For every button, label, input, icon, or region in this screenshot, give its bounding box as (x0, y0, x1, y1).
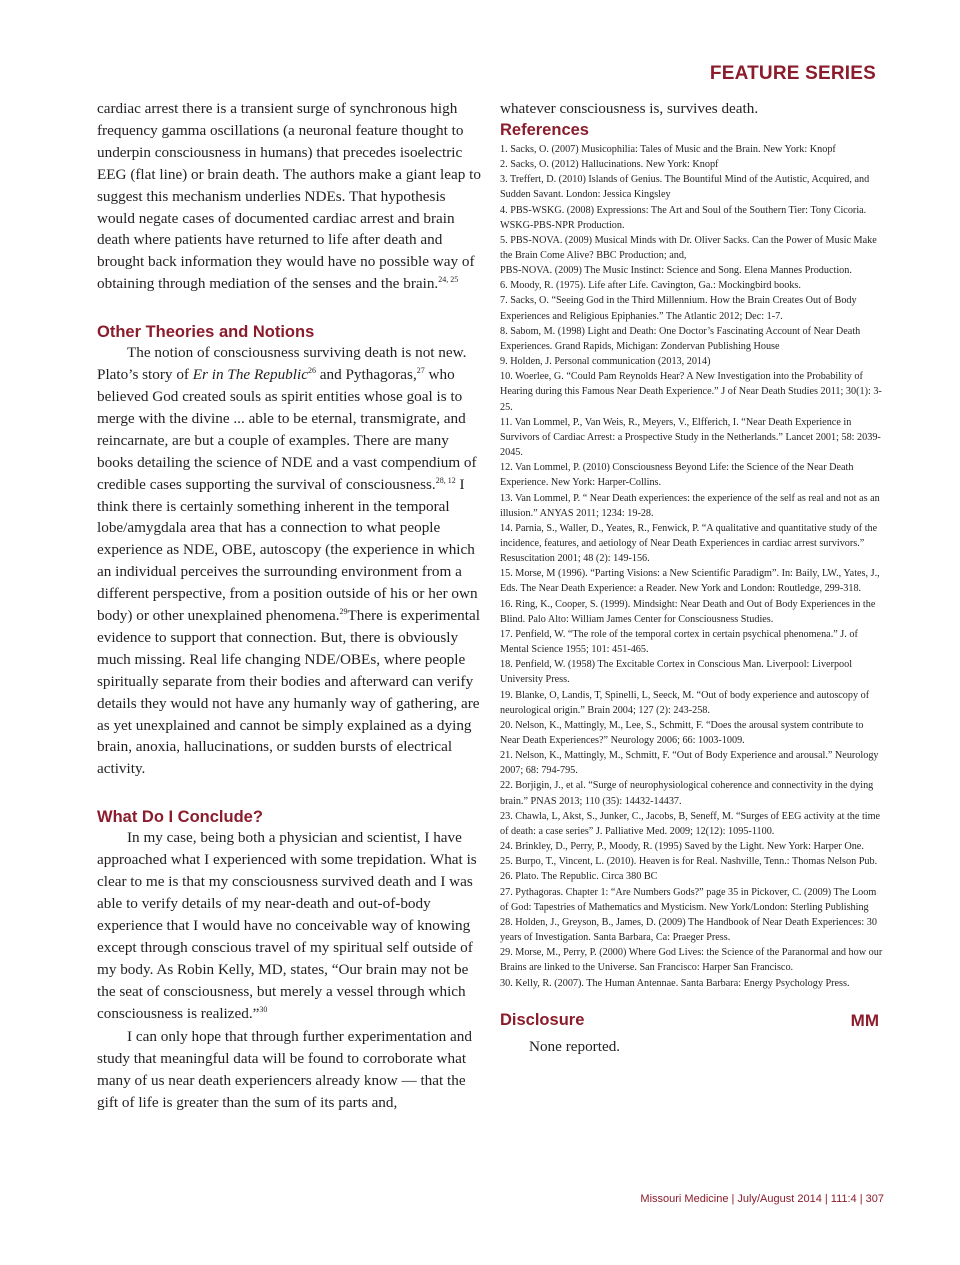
heading-what-do-i-conclude: What Do I Conclude? (97, 808, 263, 827)
reference-item: 28. Holden, J., Greyson, B., James, D. (2009) The Handbook of Near Death Experiences: 30 years of Investigation. Santa Barbara, Ca: Praeger Press. (500, 916, 877, 944)
reference-item: 5. PBS-NOVA. (2009) Musical Minds with Dr. Oliver Sacks. Can the Power of Music Make the Brain Come Alive? BBC Production; and, (500, 234, 877, 261)
reference-item: 6. Moody, R. (1975). Life after Life. Cavington, Ga.: Mockingbird books. (500, 280, 801, 292)
paragraph-text: I think there is certainly something inherent in the temporal lobe/amygdala area that has a connection to what people experience as NDE, OBE, autoscopy (the experience in which an individual perceives the surrounding environment from a different perspective, from a position outside of his or her own body) or other unexplained phenomena. (97, 475, 478, 625)
paragraph-text: There is experimental evidence to support that connection. But, there is obviously much missing. Real life changing NDE/OBEs, where people spiritually separate from their bodies and afterward can verify details they would not have any humanly way of gathering, are as yet unexplained and cannot be simply explained as a dying brain, anoxia, hallucinations, or sudden bursts of electrical activity. (97, 607, 480, 778)
paragraph-text: The notion of consciousness surviving death is not new. Plato’s story of (97, 344, 467, 384)
reference-item: 15. Morse, M (1996). “Parting Visions: a New Scientific Paradigm”. In: Baily, LW., Yates, J., Eds. The Near Death Experience: a Reader. New York and London: Routledge, 299-318. (500, 568, 880, 595)
reference-item: 22. Borjigin, J., et al. “Surge of neurophysiological coherence and connectivity in the dying brain.” PNAS 2013; 110 (35): 14432-14437. (500, 780, 874, 807)
paragraph-text: and Pythagoras, (315, 366, 417, 384)
body-paragraph-conclude (97, 827, 485, 1024)
heading-other-theories: Other Theories and Notions (97, 323, 315, 342)
citation-superscript: 24, 25 (438, 275, 459, 285)
feature-series-heading: FEATURE SERIES (709, 63, 876, 84)
reference-item: 8. Sabom, M. (1998) Light and Death: One Doctor’s Fascinating Account of Near Death Experiences. Grand Rapids, Michigan: Zondervan Publishing House (500, 325, 861, 352)
disclosure-row (500, 1011, 885, 1035)
reference-item: 30. Kelly, R. (2007). The Human Antennae. Santa Barbara: Energy Psychology Press. (500, 977, 850, 989)
page-footer: Missouri Medicine | July/August 2014 | 111:4 | 307 (640, 1193, 884, 1205)
reference-item: 26. Plato. The Republic. Circa 380 BC (500, 871, 658, 883)
reference-item: 25. Burpo, T., Vincent, L. (2010). Heaven is for Real. Nashville, Tenn.: Thomas Nelson Pub. (500, 856, 878, 868)
reference-item: 29. Morse, M., Perry, P. (2000) Where God Lives: the Science of the Paranormal and how our Brains are linked to the Universe. San Francisco: Harper San Francisco. (500, 947, 883, 974)
citation-superscript: 30 (259, 1004, 268, 1014)
paragraph-text: who believed God created souls as spirit entities whose goal is to merge with the divine ... able to be eternal, transmigrate, and reincarnate, are but a couple of examples. There are many books detailing the science of NDE and a vast compendium of credible cases supporting the survival of consciousness. (97, 366, 477, 493)
reference-item: 9. Holden, J. Personal communication (2013, 2014) (500, 356, 711, 368)
reference-item: 11. Van Lommel, P., Van Weis, R., Meyers, V., Elfferich, I. “Near Death Experience in Survivors of Cardiac Arrest: a Prospective Study in the Netherlands.” Lancet 2001; 58: 2039-2045. (500, 416, 881, 459)
reference-item: 20. Nelson, K., Mattingly, M., Lee, S., Schmitt, F. “Does the arousal system contribute to Near Death Experiences?” Neurology 2006; 66: 1003-1009. (500, 719, 864, 746)
reference-item: 21. Nelson, K., Mattingly, M., Schmitt, F. “Out of Body Experience and arousal.” Neurology 2007; 68: 794-795. (500, 750, 879, 777)
reference-item: 18. Penfield, W. (1958) The Excitable Cortex in Conscious Man. Liverpool: Liverpool University Press. (500, 659, 853, 686)
reference-item: 7. Sacks, O. “Seeing God in the Third Millennium. How the Brain Creates Out of Body Experiences and Religious Epiphanies.” The Atlantic 2012; Dec: 1-7. (500, 295, 857, 322)
citation-superscript: 26 (307, 366, 316, 376)
reference-item: 4. PBS-WSKG. (2008) Expressions: The Art and Soul of the Southern Tier: Tony Cicoria. WSKG-PBS-NPR Production. (500, 204, 867, 231)
reference-item: 10. Woerlee, G. “Could Pam Reynolds Hear? A New Investigation into the Probability of Hearing during this Famous Near Death Experience.” J of Near Death Studies 2011; 30(1): 3-25. (500, 371, 882, 413)
book-title: Er in The Republic (192, 366, 308, 384)
body-paragraph-theories (97, 342, 485, 780)
reference-item: 24. Brinkley, D., Perry, P., Moody, R. (1995) Saved by the Light. New York: Harper One. (500, 841, 864, 853)
citation-superscript: 27 (416, 366, 425, 376)
paragraph-text: In my case, being both a physician and scientist, I have approached what I experienced with some trepidation. What is clear to me is that my consciousness survived death and I was able to verify details of my near-death and out-of-body experience that I would have no conceivable way of knowing except through conscious travel of my spiritual self outside of my body. As Robin Kelly, MD, states, “Our brain may not be the seat of consciousness, but merely a vessel through which consciousness is realized.” (97, 829, 477, 1022)
paragraph-text: cardiac arrest there is a transient surge of synchronous high frequency gamma oscillations (a neuronal feature thought to underpin consciousness in humans) that precedes isoelectric EEG (flat line) or brain death. The authors make a giant leap to suggest this mechanism underlies NDEs. That hypothesis would negate cases of documented cardiac arrest and brain death where patients have returned to life after death and brought back information they would have no possible way of obtaining through mediation of the senses and the brain. (97, 100, 481, 293)
body-paragraph-intro (97, 98, 485, 295)
continuation-line: whatever consciousness is, survives death. (500, 100, 759, 117)
reference-item: 3. Treffert, D. (2010) Islands of Genius. The Bountiful Mind of the Autistic, Acquired, and Sudden Savant. London: Jessica Kingsley (500, 174, 870, 201)
reference-item: 13. Van Lommel, P. “ Near Death experiences: the experience of the self as real and not as an illusion.” ANYAS 2011; 1234: 19-28. (500, 492, 880, 519)
left-column (97, 98, 485, 1114)
body-paragraph-hope: I can only hope that through further experimentation and study that meaningful data will be found to corroborate what many of us near death experiencers already know — that the gift of life is greater than the sum of its parts and, (97, 1028, 472, 1112)
heading-references: References (500, 120, 589, 139)
citation-superscript: 28, 12 (435, 475, 456, 485)
reference-item: 19. Blanke, O, Landis, T, Spinelli, L, Seeck, M. “Out of body experience and autoscopy of neurological origin.” Brain 2004; 127 (2): 243-258. (500, 689, 870, 716)
reference-item: 1. Sacks, O. (2007) Musicophilia: Tales of Music and the Brain. New York: Knopf (500, 143, 836, 155)
reference-item: 14. Parnia, S., Waller, D., Yeates, R., Fenwick, P. “A qualitative and quantitative study of the incidence, features, and aetiology of Near Death Experiences in cardiac arrest survivors.” Resuscitation 2001; 48 (2): 149-156. (500, 522, 878, 565)
reference-item: 27. Pythagoras. Chapter 1: “Are Numbers Gods?” page 35 in Pickover, C. (2009) The Loom of God: Tapestries of Mathematics and Mysticism. New York/London: Sterling Publishing (500, 886, 877, 913)
reference-item: 2. Sacks, O. (2012) Hallucinations. New York: Knopf (500, 159, 719, 171)
reference-list (500, 142, 885, 991)
reference-item: 23. Chawla, L, Akst, S., Junker, C., Jacobs, B, Seneff, M. “Surges of EEG activity at the time of death: a case series” J. Palliative Med. 2009; 12(12): 1095-1100. (500, 810, 881, 837)
reference-item: PBS-NOVA. (2009) The Music Instinct: Science and Song. Elena Mannes Production. (500, 265, 852, 277)
mm-end-mark: MM (850, 1010, 879, 1030)
heading-disclosure: Disclosure (500, 1010, 585, 1029)
reference-item: 12. Van Lommel, P. (2010) Consciousness Beyond Life: the Science of the Near Death Experience. New York: Harper-Collins. (500, 462, 854, 489)
reference-item: 16. Ring, K., Cooper, S. (1999). Mindsight: Near Death and Out of Body Experiences in the Blind. Palo Alto: William James Center for Consciousness Studies. (500, 598, 876, 625)
citation-superscript: 29 (339, 607, 348, 617)
reference-item: 17. Penfield, W. “The role of the temporal cortex in certain psychical phenomena.” J. of Mental Science 1955; 101: 451-465. (500, 628, 858, 656)
disclosure-text: None reported. (529, 1037, 621, 1055)
right-column (500, 98, 885, 1058)
